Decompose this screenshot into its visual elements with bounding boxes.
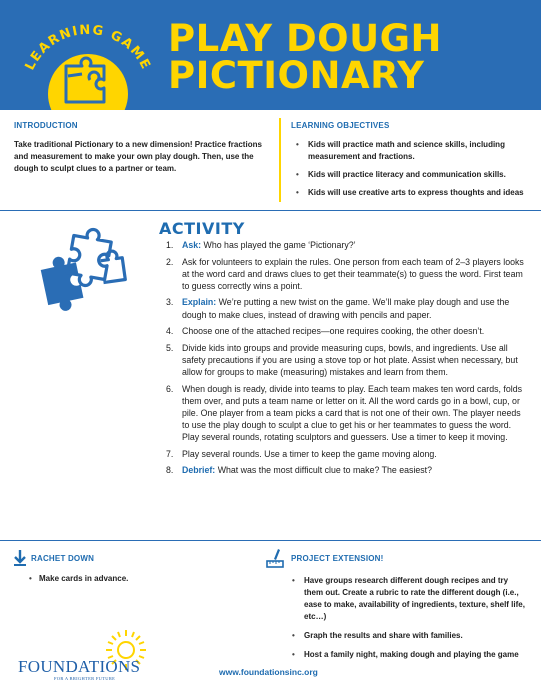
objective-item: • Kids will use creative arts to express thoughts and ideas [291,187,527,199]
header-banner [0,0,541,110]
objective-item: • Kids will practice literacy and communication skills. [291,169,527,181]
divider-line [0,540,541,541]
list-item: • Graph the results and share with families. [266,630,528,642]
introduction-text: Take traditional Pictionary to a new dimension! Practice fractions and measurement to make your own play dough. Then, use the dough to sculpt clues to a partner or team. [14,140,262,173]
objectives-heading: LEARNING OBJECTIVES [291,121,390,130]
ratchet-down-section [14,550,244,585]
ratchet-down-heading: RACHET DOWN [31,553,95,563]
list-item: 7. Play several rounds. Use a timer to keep the game moving along. [166,448,437,459]
list-item: 3. Explain: We’re putting a new twist on the game. We’ll make play dough and use the dough to make clues, instead of drawing with pencils and paper. [166,297,510,320]
list-item: • Host a family night, making dough and playing the game [266,649,528,661]
objectives-section [291,121,527,205]
list-item: 4. Choose one of the attached recipes—one requires cooking, the other doesn’t. [166,326,485,337]
extension-heading: PROJECT EXTENSION! [291,553,384,563]
list-item: 5. Divide kids into groups and provide measuring cups, bowls, and ingredients. Use all safety precautions if you are using a stove top or hot plate. Assist when necessary, but allow for groups to make (measuring) mistakes and learn from them. [166,342,518,378]
introduction-section [14,121,269,175]
activity-heading: ACTIVITY [159,219,245,238]
project-extension-section [266,548,528,668]
learning-game-badge [14,6,164,110]
title-line-1: PLAY DOUGH [168,17,443,60]
logo-wordmark: FOUNDATIONS [18,657,141,676]
page-title [168,17,443,97]
arrow-down-icon [14,550,26,566]
list-item: 8. Debrief: What was the most difficult clue to make? The easiest? [166,465,433,476]
ruler-pencil-icon [266,548,284,568]
divider-line [0,210,541,211]
section-divider [279,118,281,202]
list-item: • Have groups research different dough recipes and try them out. Create a rubric to rate the different dough (i.e., ease to make, availability of ingredients, texture, shelf life, etc…) [266,575,528,623]
list-item: • Make cards in advance. [14,573,244,585]
puzzle-icon [36,225,130,311]
website-link[interactable]: www.foundationsinc.org [219,667,318,677]
introduction-heading: INTRODUCTION [14,121,78,130]
list-item: 2. Ask for volunteers to explain the rules. One person from each team of 2–3 players looks at the word card and draws clues to get their teammate(s) to guess the word. First team to guess correctly wins a point. [166,256,524,291]
list-item: 1. Ask: Who has played the game ‘Pictionary?’ [166,240,356,250]
logo-tagline: FOR A BRIGHTER FUTURE [54,676,116,681]
activity-steps [166,239,528,481]
foundations-logo [12,628,152,688]
list-item: 6. When dough is ready, divide into teams to play. Each team makes ten word cards, folds them over, and puts a team name or letter on it. All the word cards go in a bowl, cup, or pile. One player from a team picks a card that is not one of their own. The player needs to use the play dough to sculpt a clue to get his or her teammates to guess the word. Play several rounds, rotating sculptors and guessers. Use a timer to keep it moving. [166,383,522,443]
badge-text: LEARNING GAME [22,22,154,73]
objective-item: • Kids will practice math and science skills, including measurement and fractions. [291,139,527,163]
title-line-2: PICTIONARY [168,54,425,97]
